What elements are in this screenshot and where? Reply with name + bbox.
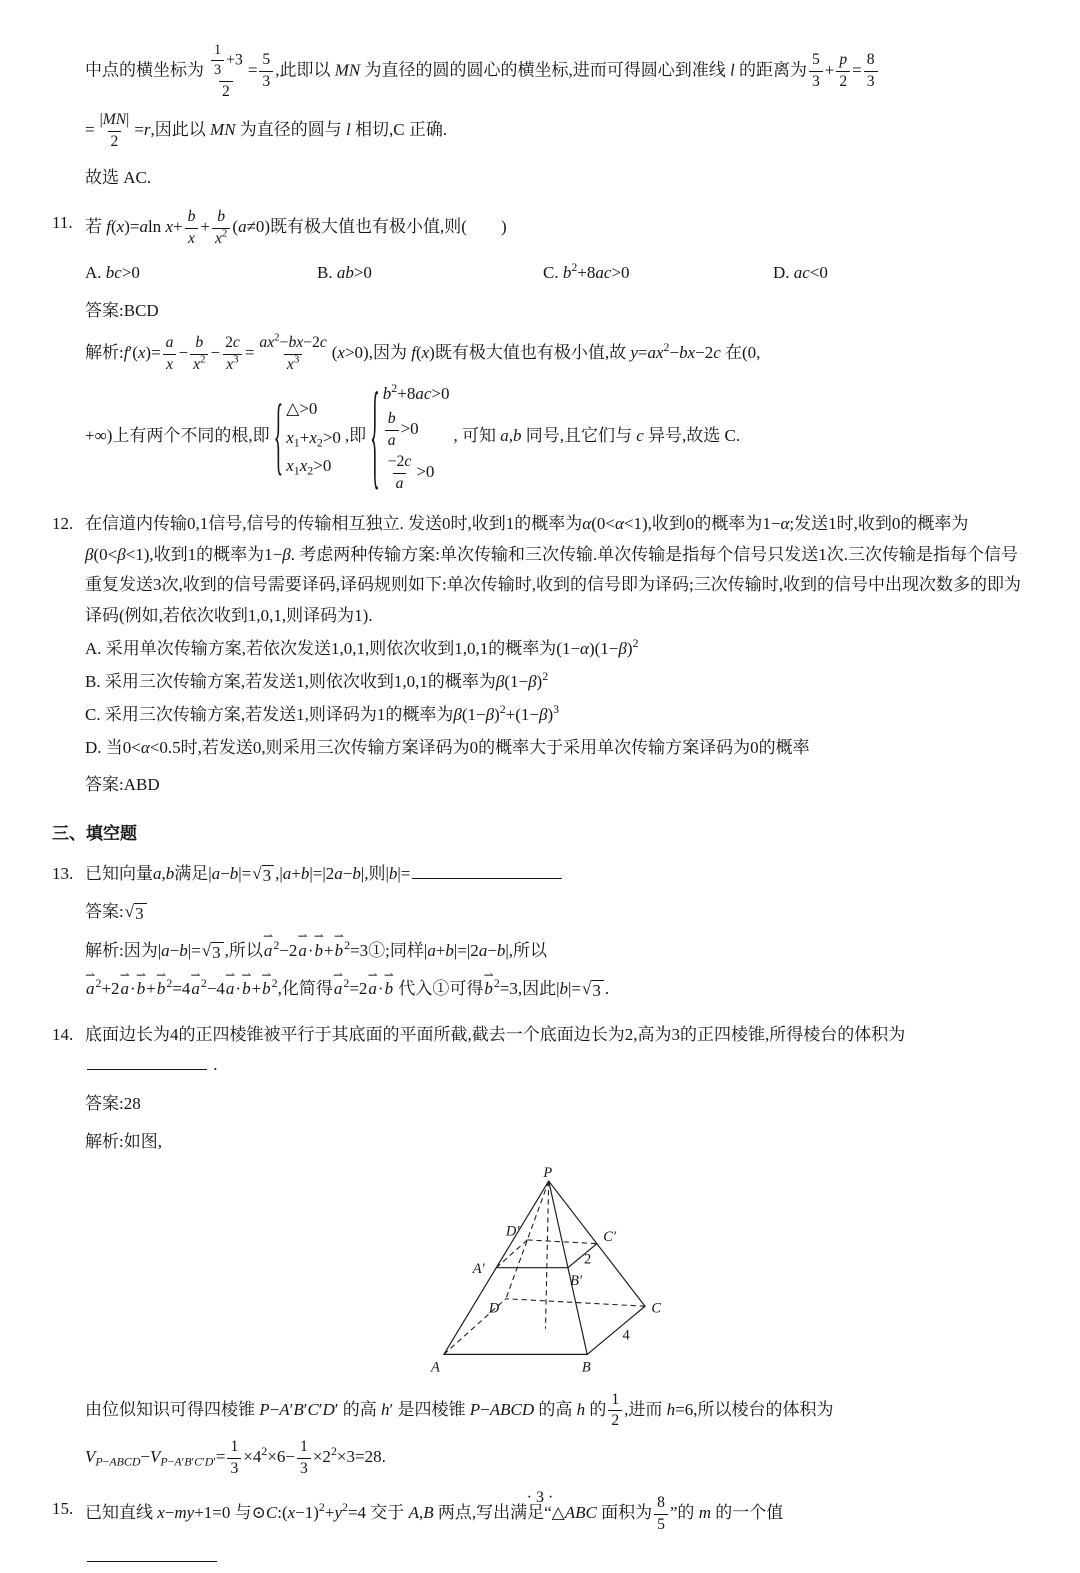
vertex-label-c-prime: C′ [603, 1228, 617, 1245]
analysis-line: 解析:f′(x)= $\frac{a}{x}$ − $\frac{b}{x^2}$ − $\frac{2c}{x^3}$ = $\frac{ax^2-bx-2c}{x^3}$ (x>0),因为 f(x)既有极大值也有极小值,故 $y=ax^2-bx-2c$ 在(0, [85, 331, 761, 373]
option-c: C. $b^2+8ac>0$ [543, 259, 630, 282]
option-b: B. ab>0 [317, 262, 372, 282]
pyramid-figure [404, 1165, 672, 1379]
analysis-line: 解析:如图, [85, 1132, 162, 1152]
question-number: 15. [52, 1498, 74, 1518]
options-list [52, 634, 1024, 762]
answer-line: 答案:BCD [85, 301, 159, 321]
answer-line: 答案:28 [85, 1093, 141, 1113]
solution-line: = $\frac{|MN|}{2}$ =r,因此以 MN 为直径的圆与 l 相切,C 正确. [85, 111, 448, 151]
question-13 [52, 859, 1024, 1005]
question-stem [52, 859, 1024, 890]
section-heading: 三、填空题 [52, 823, 137, 843]
options-row [85, 258, 1024, 289]
vertex-label-p: P [543, 1164, 553, 1181]
vertex-label-d-prime: D′ [505, 1223, 520, 1240]
option-b: B. 采用三次传输方案,若发送1,则依次收到1,0,1的概率为$\beta(1-\beta)^2$ [85, 668, 549, 692]
question-number: 14. [52, 1024, 74, 1044]
analysis-line: $V_{P-ABCD}-V_{P-A'B'C'D'}=$ $\frac{1}{3}$ $\times 4^2\times 6-$ $\frac{1}{3}$ $\times 2^2\times 3=28$. [85, 1438, 386, 1477]
analysis-line: 解析:因为|a−b|= √ 3 ,所以a ⇀$^2$−2a ⇀·b ⇀+b ⇀$^2$=3①;同样|a+b|=|2a−b|,所以 [85, 935, 1024, 966]
vertex-label-c: C [651, 1300, 662, 1317]
question-number: 11. [52, 213, 73, 233]
edge-length-top: 2 [584, 1251, 592, 1268]
option-a: A. 采用单次传输方案,若依次发送1,0,1,则依次收到1,0,1的概率为$(1-\alpha)(1-\beta)^2$ [85, 636, 639, 659]
question-text: 已知直线 x−my+1=0 与$⊙C:(x-1)^2+y^2=4$ 交于 A,B 两点,写出满足“△ABC 面积为 $\frac{8}{5}$ ”的 m 的一个值 [85, 1493, 784, 1533]
page-number: · 3 · [526, 1489, 554, 1506]
figure-container [52, 1165, 1024, 1384]
edge-length-bottom: 4 [622, 1327, 630, 1344]
vertex-label-a: A [431, 1359, 440, 1376]
option-d: D. ac<0 [773, 262, 828, 282]
question-text: 已知向量a,b满足|a−b|= √ 3 ,|a+b|=|2a−b|,则|b|= [85, 859, 1024, 890]
question-12 [52, 509, 1024, 801]
answer-blank-line [85, 1541, 1024, 1572]
question-stem [52, 208, 1024, 249]
question-text: 在信道内传输0,1信号,信号的传输相互独立. 发送0时,收到1的概率为α(0<α<1),收到0的概率为1−α;发送1时,收到0的概率为β(0<β<1),收到1的概率为1−β. 考虑两种传输方案:单次传输和三次传输.单次传输是指每个信号只发送1次.三次传输是指每个信号重复发送3次,收到的信号需要译码,译码规则如下:单次传输时,收到的信号即为译码;三次传输时,收到的信号中出现次数多的即为译码(例如,若依次收到1,0,1,则译码为1). [85, 513, 1021, 625]
q10-solution-continuation [52, 42, 1024, 193]
question-stem [52, 509, 1024, 631]
solution-line: 中点的横坐标为 $\frac{1}{3}$ +3 2 = $\frac{5}{3}$ ,此即以 MN 为直径的圆的圆心的横坐标,进而可得圆心到准线 l 的距离为 $\frac{5}{3}$ + $\frac{p}{2}$ = $\frac{8}{3}$ [85, 42, 1024, 101]
question-text: 若 f(x)=aln x+ $\frac{b}{x}$ + $\frac{b}{x^2}$ (a≠0)既有极大值也有极小值,则( ) [85, 208, 507, 248]
vertex-label-b: B [581, 1359, 591, 1376]
answer-line: 答案:ABD [85, 775, 160, 795]
analysis-line: +∞)上有两个不同的根,即 { △>0 $x_1+x_2>0$ $x_1x_2>0$ ,即 { $b^2+8ac>0$ $\frac{b}{a}$ >0 $\frac{-2c}{a}$ >0 , 可知 a,b 同号,且它们与 c 异号,故选 C. [85, 372, 741, 504]
figure-labels [430, 1165, 661, 1376]
analysis-line: 由位似知识可得四棱锥 P−A′B′C′D′ 的高 h′ 是四棱锥 P−ABCD 的高 h 的 $\frac{1}{2}$ ,进而 h=6,所以棱台的体积为 [85, 1390, 834, 1430]
question-stem [52, 1020, 1024, 1081]
answer-line: 答案: √ 3 [85, 896, 1024, 927]
vertex-label-a-prime: A′ [472, 1260, 485, 1277]
vertex-label-d: D [488, 1300, 500, 1317]
question-text: 底面边长为4的正四棱锥被平行于其底面的平面所截,截去一个底面边长为2,高为3的正四棱锥,所得棱台的体积为 . [85, 1024, 906, 1075]
question-number: 13. [52, 863, 74, 883]
solution-line: 故选 AC. [85, 167, 152, 187]
vertex-label-b-prime: B′ [570, 1272, 583, 1289]
option-c: C. 采用三次传输方案,若发送1,则译码为1的概率为$\beta(1-\beta)^2+(1-\beta)^3$ [85, 701, 560, 724]
question-number: 12. [52, 513, 74, 533]
analysis-line: a ⇀$^2$+2a ⇀·b ⇀+b ⇀$^2$=4a ⇀$^2$−4a ⇀·b ⇀+b ⇀$^2$,化简得a ⇀$^2$=2a ⇀·b ⇀ 代入①可得b ⇀$^2$=3,因此|b|= √ 3 . [85, 973, 1024, 1004]
option-a: A. bc>0 [85, 262, 140, 282]
question-14 [52, 1020, 1024, 1479]
question-11 [52, 208, 1024, 504]
option-d: D. 当0<α<0.5时,若发送0,则采用三次传输方案译码为0的概率大于采用单次传输方案译码为0的概率 [85, 737, 810, 757]
